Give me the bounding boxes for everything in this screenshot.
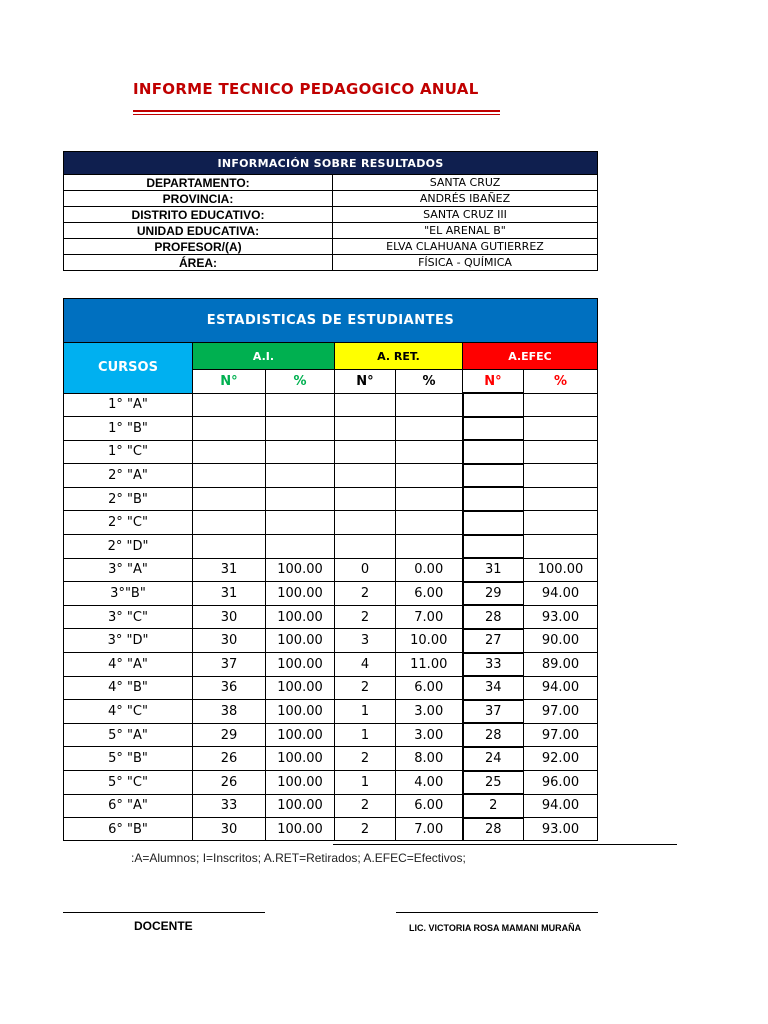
- efec-pct-cell: 97.00: [524, 723, 598, 747]
- ret-pct-cell: 0.00: [396, 558, 463, 582]
- efec-pct-cell: 92.00: [524, 747, 598, 771]
- ai-pct-cell: [266, 417, 335, 441]
- efec-n-cell: 37: [463, 700, 524, 724]
- ret-pct-cell: 6.00: [396, 582, 463, 606]
- ai-pct-cell: 100.00: [266, 676, 335, 700]
- efec-n-cell: 28: [463, 723, 524, 747]
- efec-n-cell: 28: [463, 818, 524, 841]
- ret-n-cell: [335, 535, 396, 559]
- info-label: DEPARTAMENTO:: [64, 175, 333, 191]
- efec-pct-header: %: [524, 370, 598, 394]
- table-row: [64, 582, 598, 606]
- efec-pct-cell: 96.00: [524, 771, 598, 795]
- curso-cell: 4° "C": [64, 700, 193, 724]
- ai-pct-cell: 100.00: [266, 723, 335, 747]
- efec-n-cell: [463, 440, 524, 464]
- ai-header: A.I.: [193, 343, 335, 370]
- efec-pct-cell: 93.00: [524, 605, 598, 629]
- ret-n-cell: 1: [335, 771, 396, 795]
- ret-pct-cell: 7.00: [396, 818, 463, 841]
- signature-line-top: [333, 844, 677, 845]
- ai-pct-cell: 100.00: [266, 771, 335, 795]
- ret-header: A. RET.: [335, 343, 463, 370]
- ai-n-cell: 26: [193, 771, 266, 795]
- ai-pct-cell: 100.00: [266, 605, 335, 629]
- efec-pct-cell: 97.00: [524, 700, 598, 724]
- ai-pct-cell: 100.00: [266, 653, 335, 677]
- ret-pct-cell: 4.00: [396, 771, 463, 795]
- efec-n-cell: 24: [463, 747, 524, 771]
- table-row: [64, 653, 598, 677]
- efec-n-cell: [463, 417, 524, 441]
- ai-n-header: N°: [193, 370, 266, 394]
- ret-n-header: N°: [335, 370, 396, 394]
- ai-n-cell: 38: [193, 700, 266, 724]
- ret-n-cell: 2: [335, 582, 396, 606]
- info-value: "EL ARENAL B": [333, 223, 598, 239]
- ret-pct-cell: [396, 487, 463, 511]
- efec-n-cell: 27: [463, 629, 524, 653]
- ai-pct-cell: 100.00: [266, 629, 335, 653]
- ret-pct-cell: 8.00: [396, 747, 463, 771]
- ai-pct-cell: 100.00: [266, 700, 335, 724]
- efec-n-cell: 34: [463, 676, 524, 700]
- ret-pct-cell: [396, 440, 463, 464]
- ret-n-cell: 4: [335, 653, 396, 677]
- ret-pct-cell: [396, 511, 463, 535]
- curso-cell: 3° "D": [64, 629, 193, 653]
- signature-line-director: [396, 912, 598, 913]
- ai-n-cell: [193, 393, 266, 417]
- ret-pct-header: %: [396, 370, 463, 394]
- efec-pct-cell: 89.00: [524, 653, 598, 677]
- ai-pct-header: %: [266, 370, 335, 394]
- table-row: [64, 440, 598, 464]
- ret-pct-cell: [396, 535, 463, 559]
- ai-pct-cell: [266, 535, 335, 559]
- ai-pct-cell: 100.00: [266, 747, 335, 771]
- ret-n-cell: 3: [335, 629, 396, 653]
- ret-pct-cell: 6.00: [396, 676, 463, 700]
- table-row: [64, 747, 598, 771]
- curso-cell: 2° "D": [64, 535, 193, 559]
- info-table: [63, 151, 598, 271]
- ai-n-cell: 29: [193, 723, 266, 747]
- table-row: [64, 700, 598, 724]
- ai-n-cell: 30: [193, 629, 266, 653]
- table-row: [64, 605, 598, 629]
- efec-pct-cell: [524, 440, 598, 464]
- ret-n-cell: [335, 393, 396, 417]
- curso-cell: 3° "A": [64, 558, 193, 582]
- ret-pct-cell: 6.00: [396, 794, 463, 818]
- curso-cell: 5° "A": [64, 723, 193, 747]
- curso-cell: 5° "B": [64, 747, 193, 771]
- ai-pct-cell: [266, 464, 335, 488]
- info-value: SANTA CRUZ: [333, 175, 598, 191]
- efec-pct-cell: 94.00: [524, 794, 598, 818]
- stats-table: [63, 298, 598, 841]
- ret-n-cell: 1: [335, 700, 396, 724]
- efec-pct-cell: [524, 393, 598, 417]
- table-row: [64, 723, 598, 747]
- info-row: [64, 191, 598, 207]
- info-row: [64, 239, 598, 255]
- efec-n-cell: 31: [463, 558, 524, 582]
- table-row: [64, 487, 598, 511]
- ret-n-cell: 0: [335, 558, 396, 582]
- ai-n-cell: 31: [193, 558, 266, 582]
- efec-n-cell: 29: [463, 582, 524, 606]
- stats-title: ESTADISTICAS DE ESTUDIANTES: [64, 299, 598, 343]
- curso-cell: 5° "C": [64, 771, 193, 795]
- ai-n-cell: 33: [193, 794, 266, 818]
- info-row: [64, 255, 598, 271]
- table-row: [64, 676, 598, 700]
- table-row: [64, 771, 598, 795]
- info-label: UNIDAD EDUCATIVA:: [64, 223, 333, 239]
- ret-pct-cell: [396, 417, 463, 441]
- curso-cell: 2° "B": [64, 487, 193, 511]
- curso-cell: 6° "B": [64, 818, 193, 841]
- efec-n-cell: [463, 487, 524, 511]
- ret-pct-cell: 3.00: [396, 700, 463, 724]
- ai-n-cell: [193, 535, 266, 559]
- efec-pct-cell: 100.00: [524, 558, 598, 582]
- ret-n-cell: 2: [335, 676, 396, 700]
- ret-n-cell: 2: [335, 794, 396, 818]
- info-row: [64, 175, 598, 191]
- efec-pct-cell: 90.00: [524, 629, 598, 653]
- ai-pct-cell: [266, 511, 335, 535]
- table-row: [64, 393, 598, 417]
- efec-n-cell: 33: [463, 653, 524, 677]
- info-header: INFORMACIÓN SOBRE RESULTADOS: [64, 152, 598, 175]
- ret-n-cell: 2: [335, 818, 396, 841]
- efec-n-cell: [463, 511, 524, 535]
- ai-n-cell: 31: [193, 582, 266, 606]
- ai-n-cell: 37: [193, 653, 266, 677]
- legend-text: :A=Alumnos; I=Inscritos; A.RET=Retirados; A.EFEC=Efectivos;: [131, 851, 466, 865]
- efec-n-cell: 2: [463, 794, 524, 818]
- ret-pct-cell: 10.00: [396, 629, 463, 653]
- signature-line-docente: [63, 912, 265, 913]
- efec-n-cell: [463, 535, 524, 559]
- table-row: [64, 818, 598, 841]
- table-row: [64, 464, 598, 488]
- ai-n-cell: [193, 440, 266, 464]
- ret-n-cell: 1: [335, 723, 396, 747]
- efec-pct-cell: [524, 511, 598, 535]
- ret-pct-cell: [396, 464, 463, 488]
- ai-pct-cell: 100.00: [266, 582, 335, 606]
- efec-pct-cell: [524, 417, 598, 441]
- curso-cell: 1° "C": [64, 440, 193, 464]
- curso-cell: 2° "A": [64, 464, 193, 488]
- efec-pct-cell: 93.00: [524, 818, 598, 841]
- ai-n-cell: [193, 417, 266, 441]
- ai-n-cell: [193, 487, 266, 511]
- curso-cell: 4° "B": [64, 676, 193, 700]
- efec-n-cell: 25: [463, 771, 524, 795]
- info-row: [64, 223, 598, 239]
- ret-pct-cell: 3.00: [396, 723, 463, 747]
- curso-cell: 1° "B": [64, 417, 193, 441]
- efec-pct-cell: [524, 535, 598, 559]
- ret-n-cell: [335, 511, 396, 535]
- table-row: [64, 535, 598, 559]
- ret-n-cell: 2: [335, 747, 396, 771]
- ai-n-cell: 30: [193, 818, 266, 841]
- info-value: FÍSICA - QUÍMICA: [333, 255, 598, 271]
- curso-cell: 6° "A": [64, 794, 193, 818]
- document-title: INFORME TECNICO PEDAGOGICO ANUAL: [133, 80, 479, 98]
- table-row: [64, 417, 598, 441]
- efec-pct-cell: 94.00: [524, 676, 598, 700]
- curso-cell: 1° "A": [64, 393, 193, 417]
- info-value: ELVA CLAHUANA GUTIERREZ: [333, 239, 598, 255]
- ret-n-cell: [335, 440, 396, 464]
- table-row: [64, 629, 598, 653]
- ai-pct-cell: [266, 487, 335, 511]
- ai-n-cell: [193, 511, 266, 535]
- info-value: SANTA CRUZ III: [333, 207, 598, 223]
- ai-pct-cell: 100.00: [266, 794, 335, 818]
- table-row: [64, 558, 598, 582]
- ai-n-cell: 36: [193, 676, 266, 700]
- title-underline: [133, 110, 500, 115]
- efec-pct-cell: 94.00: [524, 582, 598, 606]
- efec-n-cell: [463, 464, 524, 488]
- ai-n-cell: 30: [193, 605, 266, 629]
- info-label: ÁREA:: [64, 255, 333, 271]
- info-value: ANDRÉS IBAÑEZ: [333, 191, 598, 207]
- ai-n-cell: 26: [193, 747, 266, 771]
- curso-cell: 3° "C": [64, 605, 193, 629]
- ai-pct-cell: [266, 440, 335, 464]
- ai-n-cell: [193, 464, 266, 488]
- ret-n-cell: 2: [335, 605, 396, 629]
- cursos-header: CURSOS: [64, 343, 193, 394]
- ret-pct-cell: [396, 393, 463, 417]
- efec-n-cell: [463, 393, 524, 417]
- ai-pct-cell: 100.00: [266, 558, 335, 582]
- info-row: [64, 207, 598, 223]
- curso-cell: 4° "A": [64, 653, 193, 677]
- director-label: LIC. VICTORIA ROSA MAMANI MURAÑA: [409, 923, 582, 933]
- info-label: PROFESOR/(A): [64, 239, 333, 255]
- ret-pct-cell: 7.00: [396, 605, 463, 629]
- ret-n-cell: [335, 417, 396, 441]
- efec-n-header: N°: [463, 370, 524, 394]
- ret-n-cell: [335, 487, 396, 511]
- table-row: [64, 794, 598, 818]
- curso-cell: 2° "C": [64, 511, 193, 535]
- efec-n-cell: 28: [463, 605, 524, 629]
- table-row: [64, 511, 598, 535]
- efec-pct-cell: [524, 464, 598, 488]
- info-label: PROVINCIA:: [64, 191, 333, 207]
- efec-header: A.EFEC: [463, 343, 598, 370]
- docente-label: DOCENTE: [134, 919, 193, 933]
- curso-cell: 3°"B": [64, 582, 193, 606]
- info-label: DISTRITO EDUCATIVO:: [64, 207, 333, 223]
- ret-pct-cell: 11.00: [396, 653, 463, 677]
- ai-pct-cell: 100.00: [266, 818, 335, 841]
- ai-pct-cell: [266, 393, 335, 417]
- ret-n-cell: [335, 464, 396, 488]
- efec-pct-cell: [524, 487, 598, 511]
